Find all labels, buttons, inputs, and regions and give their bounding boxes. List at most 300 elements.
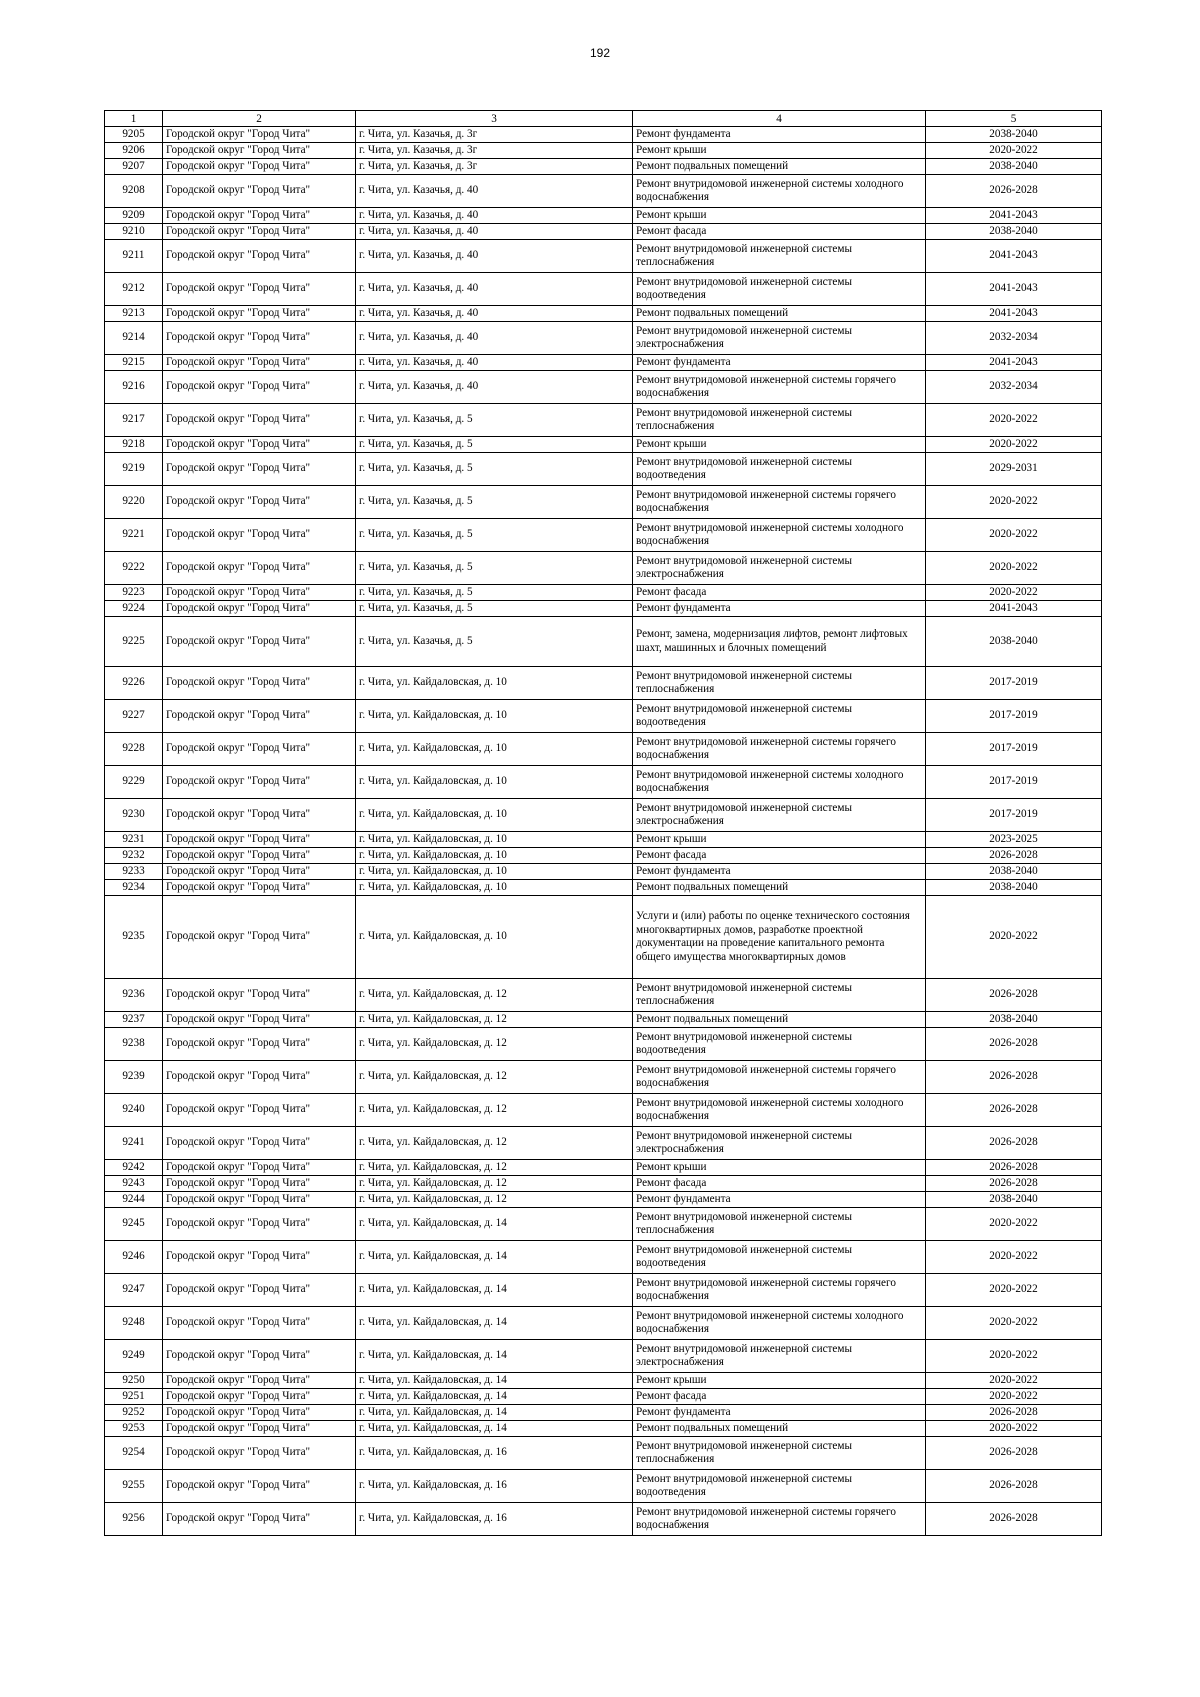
address-cell: г. Чита, ул. Кайдаловская, д. 10 bbox=[356, 896, 633, 979]
work-type-cell: Ремонт внутридомовой инженерной системы горячего водоснабжения bbox=[633, 1061, 926, 1094]
table-row bbox=[105, 880, 1102, 896]
row-number: 9229 bbox=[105, 766, 163, 799]
row-number: 9219 bbox=[105, 453, 163, 486]
period-cell: 2017-2019 bbox=[926, 700, 1102, 733]
work-type-cell: Ремонт внутридомовой инженерной системы электроснабжения bbox=[633, 1340, 926, 1373]
work-type-cell: Ремонт подвальных помещений bbox=[633, 880, 926, 896]
work-type-cell: Ремонт крыши bbox=[633, 143, 926, 159]
address-cell: г. Чита, ул. Казачья, д. 3г bbox=[356, 143, 633, 159]
address-cell: г. Чита, ул. Казачья, д. 5 bbox=[356, 601, 633, 617]
row-number: 9215 bbox=[105, 355, 163, 371]
address-cell: г. Чита, ул. Кайдаловская, д. 12 bbox=[356, 1061, 633, 1094]
address-cell: г. Чита, ул. Кайдаловская, д. 10 bbox=[356, 766, 633, 799]
row-number: 9221 bbox=[105, 519, 163, 552]
municipality-cell: Городской округ "Город Чита" bbox=[163, 733, 356, 766]
municipality-cell: Городской округ "Город Чита" bbox=[163, 700, 356, 733]
work-type-cell: Ремонт фасада bbox=[633, 848, 926, 864]
table-row bbox=[105, 1176, 1102, 1192]
row-number: 9233 bbox=[105, 864, 163, 880]
work-type-cell: Ремонт крыши bbox=[633, 208, 926, 224]
work-type-cell: Ремонт подвальных помещений bbox=[633, 1421, 926, 1437]
period-cell: 2020-2022 bbox=[926, 1208, 1102, 1241]
period-cell: 2020-2022 bbox=[926, 1373, 1102, 1389]
work-type-cell: Ремонт внутридомовой инженерной системы водоотведения bbox=[633, 453, 926, 486]
work-type-cell: Ремонт внутридомовой инженерной системы горячего водоснабжения bbox=[633, 1503, 926, 1536]
address-cell: г. Чита, ул. Казачья, д. 5 bbox=[356, 519, 633, 552]
period-cell: 2026-2028 bbox=[926, 1028, 1102, 1061]
municipality-cell: Городской округ "Город Чита" bbox=[163, 552, 356, 585]
municipality-cell: Городской округ "Город Чита" bbox=[163, 175, 356, 208]
row-number: 9253 bbox=[105, 1421, 163, 1437]
address-cell: г. Чита, ул. Казачья, д. 5 bbox=[356, 486, 633, 519]
period-cell: 2020-2022 bbox=[926, 1241, 1102, 1274]
work-type-cell: Ремонт фундамента bbox=[633, 864, 926, 880]
address-cell: г. Чита, ул. Кайдаловская, д. 10 bbox=[356, 832, 633, 848]
table-row bbox=[105, 175, 1102, 208]
page-number: 192 bbox=[589, 46, 611, 60]
address-cell: г. Чита, ул. Казачья, д. 40 bbox=[356, 355, 633, 371]
column-header: 5 bbox=[926, 111, 1102, 127]
row-number: 9236 bbox=[105, 979, 163, 1012]
address-cell: г. Чита, ул. Кайдаловская, д. 12 bbox=[356, 1192, 633, 1208]
work-type-cell: Ремонт внутридомовой инженерной системы горячего водоснабжения bbox=[633, 733, 926, 766]
work-type-cell: Ремонт внутридомовой инженерной системы электроснабжения bbox=[633, 552, 926, 585]
table-row bbox=[105, 240, 1102, 273]
table-row bbox=[105, 1208, 1102, 1241]
period-cell: 2026-2028 bbox=[926, 1437, 1102, 1470]
row-number: 9207 bbox=[105, 159, 163, 175]
table-row bbox=[105, 979, 1102, 1012]
municipality-cell: Городской округ "Город Чита" bbox=[163, 832, 356, 848]
address-cell: г. Чита, ул. Кайдаловская, д. 12 bbox=[356, 1176, 633, 1192]
work-type-cell: Ремонт внутридомовой инженерной системы горячего водоснабжения bbox=[633, 371, 926, 404]
period-cell: 2020-2022 bbox=[926, 519, 1102, 552]
work-type-cell: Ремонт фундамента bbox=[633, 601, 926, 617]
address-cell: г. Чита, ул. Казачья, д. 3г bbox=[356, 127, 633, 143]
period-cell: 2041-2043 bbox=[926, 601, 1102, 617]
work-type-cell: Ремонт внутридомовой инженерной системы водоотведения bbox=[633, 1470, 926, 1503]
work-type-cell: Ремонт крыши bbox=[633, 1373, 926, 1389]
address-cell: г. Чита, ул. Казачья, д. 5 bbox=[356, 404, 633, 437]
address-cell: г. Чита, ул. Кайдаловская, д. 10 bbox=[356, 733, 633, 766]
address-cell: г. Чита, ул. Кайдаловская, д. 16 bbox=[356, 1470, 633, 1503]
work-type-cell: Ремонт внутридомовой инженерной системы теплоснабжения bbox=[633, 667, 926, 700]
work-type-cell: Ремонт крыши bbox=[633, 437, 926, 453]
municipality-cell: Городской округ "Город Чита" bbox=[163, 127, 356, 143]
period-cell: 2038-2040 bbox=[926, 617, 1102, 667]
work-type-cell: Ремонт внутридомовой инженерной системы холодного водоснабжения bbox=[633, 519, 926, 552]
address-cell: г. Чита, ул. Кайдаловская, д. 16 bbox=[356, 1503, 633, 1536]
row-number: 9232 bbox=[105, 848, 163, 864]
municipality-cell: Городской округ "Город Чита" bbox=[163, 1012, 356, 1028]
period-cell: 2041-2043 bbox=[926, 273, 1102, 306]
municipality-cell: Городской округ "Город Чита" bbox=[163, 240, 356, 273]
address-cell: г. Чита, ул. Кайдаловская, д. 14 bbox=[356, 1274, 633, 1307]
address-cell: г. Чита, ул. Казачья, д. 5 bbox=[356, 437, 633, 453]
address-cell: г. Чита, ул. Казачья, д. 40 bbox=[356, 208, 633, 224]
period-cell: 2020-2022 bbox=[926, 1340, 1102, 1373]
work-type-cell: Ремонт внутридомовой инженерной системы электроснабжения bbox=[633, 322, 926, 355]
municipality-cell: Городской округ "Город Чита" bbox=[163, 864, 356, 880]
work-type-cell: Ремонт внутридомовой инженерной системы холодного водоснабжения bbox=[633, 1094, 926, 1127]
column-header: 1 bbox=[105, 111, 163, 127]
period-cell: 2032-2034 bbox=[926, 371, 1102, 404]
work-type-cell: Ремонт внутридомовой инженерной системы водоотведения bbox=[633, 1241, 926, 1274]
table-row bbox=[105, 143, 1102, 159]
address-cell: г. Чита, ул. Кайдаловская, д. 14 bbox=[356, 1405, 633, 1421]
address-cell: г. Чита, ул. Казачья, д. 5 bbox=[356, 617, 633, 667]
period-cell: 2026-2028 bbox=[926, 1503, 1102, 1536]
row-number: 9225 bbox=[105, 617, 163, 667]
address-cell: г. Чита, ул. Кайдаловская, д. 14 bbox=[356, 1340, 633, 1373]
table-row bbox=[105, 306, 1102, 322]
row-number: 9218 bbox=[105, 437, 163, 453]
table-row bbox=[105, 667, 1102, 700]
period-cell: 2020-2022 bbox=[926, 1307, 1102, 1340]
period-cell: 2041-2043 bbox=[926, 306, 1102, 322]
period-cell: 2026-2028 bbox=[926, 1176, 1102, 1192]
column-header: 3 bbox=[356, 111, 633, 127]
table-row bbox=[105, 453, 1102, 486]
table-row bbox=[105, 1160, 1102, 1176]
period-cell: 2038-2040 bbox=[926, 880, 1102, 896]
period-cell: 2020-2022 bbox=[926, 552, 1102, 585]
municipality-cell: Городской округ "Город Чита" bbox=[163, 1160, 356, 1176]
row-number: 9235 bbox=[105, 896, 163, 979]
municipality-cell: Городской округ "Город Чита" bbox=[163, 519, 356, 552]
table-row bbox=[105, 486, 1102, 519]
table-row bbox=[105, 585, 1102, 601]
row-number: 9242 bbox=[105, 1160, 163, 1176]
row-number: 9245 bbox=[105, 1208, 163, 1241]
row-number: 9209 bbox=[105, 208, 163, 224]
address-cell: г. Чита, ул. Кайдаловская, д. 12 bbox=[356, 1094, 633, 1127]
period-cell: 2023-2025 bbox=[926, 832, 1102, 848]
work-type-cell: Ремонт внутридомовой инженерной системы холодного водоснабжения bbox=[633, 175, 926, 208]
row-number: 9237 bbox=[105, 1012, 163, 1028]
repair-schedule-table bbox=[104, 110, 1102, 1536]
work-type-cell: Ремонт внутридомовой инженерной системы электроснабжения bbox=[633, 1127, 926, 1160]
row-number: 9250 bbox=[105, 1373, 163, 1389]
table-row bbox=[105, 355, 1102, 371]
table-row bbox=[105, 1470, 1102, 1503]
period-cell: 2020-2022 bbox=[926, 1389, 1102, 1405]
period-cell: 2038-2040 bbox=[926, 1192, 1102, 1208]
table-row bbox=[105, 1028, 1102, 1061]
table-row bbox=[105, 519, 1102, 552]
table-row bbox=[105, 437, 1102, 453]
work-type-cell: Ремонт фундамента bbox=[633, 127, 926, 143]
row-number: 9254 bbox=[105, 1437, 163, 1470]
period-cell: 2017-2019 bbox=[926, 667, 1102, 700]
address-cell: г. Чита, ул. Казачья, д. 40 bbox=[356, 175, 633, 208]
table-row bbox=[105, 208, 1102, 224]
work-type-cell: Ремонт крыши bbox=[633, 832, 926, 848]
period-cell: 2020-2022 bbox=[926, 585, 1102, 601]
municipality-cell: Городской округ "Город Чита" bbox=[163, 1389, 356, 1405]
municipality-cell: Городской округ "Город Чита" bbox=[163, 880, 356, 896]
row-number: 9240 bbox=[105, 1094, 163, 1127]
municipality-cell: Городской округ "Город Чита" bbox=[163, 1470, 356, 1503]
period-cell: 2026-2028 bbox=[926, 1160, 1102, 1176]
address-cell: г. Чита, ул. Казачья, д. 40 bbox=[356, 371, 633, 404]
table-body bbox=[105, 127, 1102, 1536]
period-cell: 2020-2022 bbox=[926, 1421, 1102, 1437]
table-row bbox=[105, 1437, 1102, 1470]
row-number: 9212 bbox=[105, 273, 163, 306]
work-type-cell: Ремонт внутридомовой инженерной системы холодного водоснабжения bbox=[633, 766, 926, 799]
municipality-cell: Городской округ "Город Чита" bbox=[163, 273, 356, 306]
row-number: 9228 bbox=[105, 733, 163, 766]
municipality-cell: Городской округ "Город Чита" bbox=[163, 766, 356, 799]
table-row bbox=[105, 864, 1102, 880]
work-type-cell: Ремонт фасада bbox=[633, 1389, 926, 1405]
municipality-cell: Городской округ "Город Чита" bbox=[163, 453, 356, 486]
address-cell: г. Чита, ул. Кайдаловская, д. 12 bbox=[356, 1028, 633, 1061]
work-type-cell: Ремонт внутридомовой инженерной системы теплоснабжения bbox=[633, 1437, 926, 1470]
work-type-cell: Ремонт фундамента bbox=[633, 355, 926, 371]
row-number: 9246 bbox=[105, 1241, 163, 1274]
address-cell: г. Чита, ул. Кайдаловская, д. 12 bbox=[356, 979, 633, 1012]
period-cell: 2020-2022 bbox=[926, 143, 1102, 159]
table-header-row bbox=[105, 111, 1102, 127]
period-cell: 2020-2022 bbox=[926, 486, 1102, 519]
table-row bbox=[105, 1340, 1102, 1373]
period-cell: 2041-2043 bbox=[926, 208, 1102, 224]
row-number: 9247 bbox=[105, 1274, 163, 1307]
table-row bbox=[105, 799, 1102, 832]
work-type-cell: Ремонт внутридомовой инженерной системы теплоснабжения bbox=[633, 240, 926, 273]
address-cell: г. Чита, ул. Кайдаловская, д. 12 bbox=[356, 1160, 633, 1176]
period-cell: 2026-2028 bbox=[926, 175, 1102, 208]
work-type-cell: Ремонт внутридомовой инженерной системы горячего водоснабжения bbox=[633, 1274, 926, 1307]
row-number: 9244 bbox=[105, 1192, 163, 1208]
municipality-cell: Городской округ "Город Чита" bbox=[163, 371, 356, 404]
row-number: 9216 bbox=[105, 371, 163, 404]
municipality-cell: Городской округ "Город Чита" bbox=[163, 1192, 356, 1208]
address-cell: г. Чита, ул. Казачья, д. 40 bbox=[356, 322, 633, 355]
table-row bbox=[105, 848, 1102, 864]
row-number: 9255 bbox=[105, 1470, 163, 1503]
municipality-cell: Городской округ "Город Чита" bbox=[163, 1340, 356, 1373]
table-row bbox=[105, 322, 1102, 355]
table-row bbox=[105, 159, 1102, 175]
row-number: 9238 bbox=[105, 1028, 163, 1061]
municipality-cell: Городской округ "Город Чита" bbox=[163, 1405, 356, 1421]
table-row bbox=[105, 1192, 1102, 1208]
table-row bbox=[105, 1012, 1102, 1028]
table-row bbox=[105, 601, 1102, 617]
work-type-cell: Ремонт внутридомовой инженерной системы электроснабжения bbox=[633, 799, 926, 832]
municipality-cell: Городской округ "Город Чита" bbox=[163, 896, 356, 979]
municipality-cell: Городской округ "Город Чита" bbox=[163, 159, 356, 175]
work-type-cell: Ремонт внутридомовой инженерной системы водоотведения bbox=[633, 1028, 926, 1061]
address-cell: г. Чита, ул. Кайдаловская, д. 10 bbox=[356, 799, 633, 832]
work-type-cell: Ремонт внутридомовой инженерной системы водоотведения bbox=[633, 700, 926, 733]
work-type-cell: Ремонт крыши bbox=[633, 1160, 926, 1176]
table-row bbox=[105, 700, 1102, 733]
row-number: 9230 bbox=[105, 799, 163, 832]
row-number: 9217 bbox=[105, 404, 163, 437]
table-row bbox=[105, 1421, 1102, 1437]
period-cell: 2017-2019 bbox=[926, 733, 1102, 766]
address-cell: г. Чита, ул. Казачья, д. 40 bbox=[356, 224, 633, 240]
municipality-cell: Городской округ "Город Чита" bbox=[163, 1061, 356, 1094]
address-cell: г. Чита, ул. Кайдаловская, д. 14 bbox=[356, 1389, 633, 1405]
table-row bbox=[105, 404, 1102, 437]
municipality-cell: Городской округ "Город Чита" bbox=[163, 486, 356, 519]
municipality-cell: Городской округ "Город Чита" bbox=[163, 601, 356, 617]
period-cell: 2038-2040 bbox=[926, 1012, 1102, 1028]
row-number: 9248 bbox=[105, 1307, 163, 1340]
period-cell: 2026-2028 bbox=[926, 1470, 1102, 1503]
row-number: 9214 bbox=[105, 322, 163, 355]
work-type-cell: Ремонт, замена, модернизация лифтов, ремонт лифтовых шахт, машинных и блочных помещений bbox=[633, 617, 926, 667]
municipality-cell: Городской округ "Город Чита" bbox=[163, 585, 356, 601]
period-cell: 2041-2043 bbox=[926, 355, 1102, 371]
row-number: 9206 bbox=[105, 143, 163, 159]
municipality-cell: Городской округ "Город Чита" bbox=[163, 1028, 356, 1061]
work-type-cell: Ремонт внутридомовой инженерной системы теплоснабжения bbox=[633, 404, 926, 437]
municipality-cell: Городской округ "Город Чита" bbox=[163, 1127, 356, 1160]
address-cell: г. Чита, ул. Казачья, д. 40 bbox=[356, 273, 633, 306]
municipality-cell: Городской округ "Город Чита" bbox=[163, 617, 356, 667]
period-cell: 2020-2022 bbox=[926, 437, 1102, 453]
row-number: 9211 bbox=[105, 240, 163, 273]
municipality-cell: Городской округ "Город Чита" bbox=[163, 1421, 356, 1437]
table-row bbox=[105, 766, 1102, 799]
municipality-cell: Городской округ "Город Чита" bbox=[163, 667, 356, 700]
table-row bbox=[105, 1241, 1102, 1274]
work-type-cell: Ремонт фундамента bbox=[633, 1405, 926, 1421]
work-type-cell: Ремонт внутридомовой инженерной системы водоотведения bbox=[633, 273, 926, 306]
municipality-cell: Городской округ "Город Чита" bbox=[163, 306, 356, 322]
work-type-cell: Ремонт фасада bbox=[633, 224, 926, 240]
table-row bbox=[105, 832, 1102, 848]
table-row bbox=[105, 1307, 1102, 1340]
address-cell: г. Чита, ул. Кайдаловская, д. 10 bbox=[356, 864, 633, 880]
column-header: 2 bbox=[163, 111, 356, 127]
period-cell: 2038-2040 bbox=[926, 127, 1102, 143]
work-type-cell: Услуги и (или) работы по оценке технического состояния многоквартирных домов, разработке проектной документации на проведение капитального ремонта общего имущества многоквартирных домов bbox=[633, 896, 926, 979]
row-number: 9210 bbox=[105, 224, 163, 240]
table-row bbox=[105, 127, 1102, 143]
work-type-cell: Ремонт подвальных помещений bbox=[633, 1012, 926, 1028]
work-type-cell: Ремонт фундамента bbox=[633, 1192, 926, 1208]
row-number: 9256 bbox=[105, 1503, 163, 1536]
period-cell: 2026-2028 bbox=[926, 1127, 1102, 1160]
row-number: 9205 bbox=[105, 127, 163, 143]
address-cell: г. Чита, ул. Казачья, д. 5 bbox=[356, 453, 633, 486]
address-cell: г. Чита, ул. Кайдаловская, д. 10 bbox=[356, 700, 633, 733]
row-number: 9223 bbox=[105, 585, 163, 601]
row-number: 9224 bbox=[105, 601, 163, 617]
table-row bbox=[105, 1405, 1102, 1421]
address-cell: г. Чита, ул. Казачья, д. 5 bbox=[356, 585, 633, 601]
work-type-cell: Ремонт внутридомовой инженерной системы холодного водоснабжения bbox=[633, 1307, 926, 1340]
period-cell: 2026-2028 bbox=[926, 979, 1102, 1012]
table-row bbox=[105, 273, 1102, 306]
row-number: 9213 bbox=[105, 306, 163, 322]
municipality-cell: Городской округ "Город Чита" bbox=[163, 1274, 356, 1307]
municipality-cell: Городской округ "Город Чита" bbox=[163, 848, 356, 864]
period-cell: 2038-2040 bbox=[926, 864, 1102, 880]
address-cell: г. Чита, ул. Кайдаловская, д. 14 bbox=[356, 1421, 633, 1437]
municipality-cell: Городской округ "Город Чита" bbox=[163, 979, 356, 1012]
address-cell: г. Чита, ул. Казачья, д. 40 bbox=[356, 306, 633, 322]
work-type-cell: Ремонт подвальных помещений bbox=[633, 159, 926, 175]
table-row bbox=[105, 1373, 1102, 1389]
municipality-cell: Городской округ "Город Чита" bbox=[163, 1094, 356, 1127]
work-type-cell: Ремонт подвальных помещений bbox=[633, 306, 926, 322]
address-cell: г. Чита, ул. Кайдаловская, д. 16 bbox=[356, 1437, 633, 1470]
period-cell: 2017-2019 bbox=[926, 766, 1102, 799]
period-cell: 2026-2028 bbox=[926, 848, 1102, 864]
period-cell: 2020-2022 bbox=[926, 1274, 1102, 1307]
row-number: 9231 bbox=[105, 832, 163, 848]
row-number: 9243 bbox=[105, 1176, 163, 1192]
work-type-cell: Ремонт внутридомовой инженерной системы теплоснабжения bbox=[633, 1208, 926, 1241]
address-cell: г. Чита, ул. Кайдаловская, д. 14 bbox=[356, 1241, 633, 1274]
work-type-cell: Ремонт фасада bbox=[633, 1176, 926, 1192]
address-cell: г. Чита, ул. Казачья, д. 5 bbox=[356, 552, 633, 585]
period-cell: 2017-2019 bbox=[926, 799, 1102, 832]
table-row bbox=[105, 224, 1102, 240]
period-cell: 2026-2028 bbox=[926, 1405, 1102, 1421]
period-cell: 2020-2022 bbox=[926, 404, 1102, 437]
work-type-cell: Ремонт внутридомовой инженерной системы теплоснабжения bbox=[633, 979, 926, 1012]
row-number: 9249 bbox=[105, 1340, 163, 1373]
period-cell: 2038-2040 bbox=[926, 224, 1102, 240]
work-type-cell: Ремонт фасада bbox=[633, 585, 926, 601]
row-number: 9227 bbox=[105, 700, 163, 733]
municipality-cell: Городской округ "Город Чита" bbox=[163, 799, 356, 832]
period-cell: 2026-2028 bbox=[926, 1061, 1102, 1094]
municipality-cell: Городской округ "Город Чита" bbox=[163, 1307, 356, 1340]
address-cell: г. Чита, ул. Кайдаловская, д. 14 bbox=[356, 1307, 633, 1340]
address-cell: г. Чита, ул. Казачья, д. 3г bbox=[356, 159, 633, 175]
work-type-cell: Ремонт внутридомовой инженерной системы горячего водоснабжения bbox=[633, 486, 926, 519]
municipality-cell: Городской округ "Город Чита" bbox=[163, 1437, 356, 1470]
period-cell: 2032-2034 bbox=[926, 322, 1102, 355]
table-row bbox=[105, 896, 1102, 979]
address-cell: г. Чита, ул. Кайдаловская, д. 12 bbox=[356, 1127, 633, 1160]
municipality-cell: Городской округ "Город Чита" bbox=[163, 143, 356, 159]
period-cell: 2029-2031 bbox=[926, 453, 1102, 486]
table-row bbox=[105, 552, 1102, 585]
address-cell: г. Чита, ул. Кайдаловская, д. 10 bbox=[356, 848, 633, 864]
municipality-cell: Городской округ "Город Чита" bbox=[163, 224, 356, 240]
municipality-cell: Городской округ "Город Чита" bbox=[163, 1208, 356, 1241]
row-number: 9222 bbox=[105, 552, 163, 585]
table-row bbox=[105, 1274, 1102, 1307]
table-row bbox=[105, 1503, 1102, 1536]
row-number: 9226 bbox=[105, 667, 163, 700]
municipality-cell: Городской округ "Город Чита" bbox=[163, 355, 356, 371]
municipality-cell: Городской округ "Город Чита" bbox=[163, 1373, 356, 1389]
table-row bbox=[105, 617, 1102, 667]
address-cell: г. Чита, ул. Кайдаловская, д. 14 bbox=[356, 1373, 633, 1389]
municipality-cell: Городской округ "Город Чита" bbox=[163, 1241, 356, 1274]
period-cell: 2020-2022 bbox=[926, 896, 1102, 979]
period-cell: 2041-2043 bbox=[926, 240, 1102, 273]
row-number: 9220 bbox=[105, 486, 163, 519]
table-row bbox=[105, 1389, 1102, 1405]
municipality-cell: Городской округ "Город Чита" bbox=[163, 404, 356, 437]
period-cell: 2038-2040 bbox=[926, 159, 1102, 175]
municipality-cell: Городской округ "Город Чита" bbox=[163, 437, 356, 453]
address-cell: г. Чита, ул. Казачья, д. 40 bbox=[356, 240, 633, 273]
